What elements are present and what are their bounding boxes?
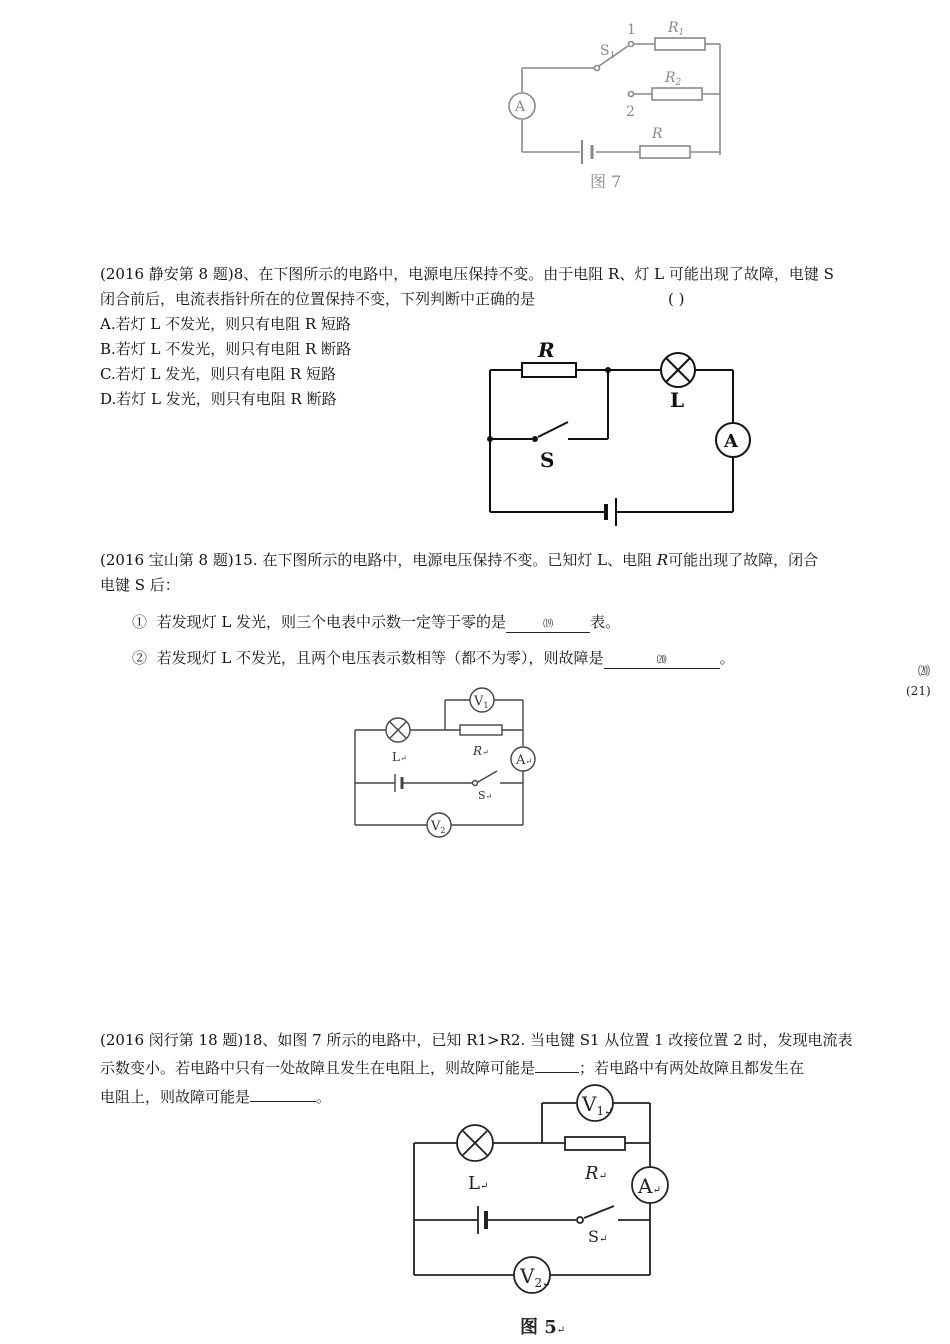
q15-r-label: R↵ xyxy=(473,744,489,758)
figure-7-caption: 图 7 xyxy=(590,172,622,191)
q8-switch-label: S xyxy=(540,448,555,472)
q8-circuit-diagram xyxy=(480,335,770,535)
pos2-label: 2 xyxy=(626,104,635,120)
q15-line2: 电键 S 后： xyxy=(100,576,180,594)
q18-line2: 示数变小。若电路中只有一处故障且发生在电阻上，则故障可能是 ；若电路中有两处故障且都发生在 xyxy=(100,1059,805,1077)
q15-blank-19[interactable]: ⒆ xyxy=(506,618,590,633)
pos1-label: 1 xyxy=(627,22,636,38)
q18-v2-label: $V_2↵$ xyxy=(520,1264,551,1290)
q18-line3: 电阻上，则故障可能是 。 xyxy=(100,1088,332,1106)
q8-line2: 闭合前后，电流表指针所在的位置保持不变，下列判断中正确的是 xyxy=(100,290,536,308)
q8-answer-bracket: ( ) xyxy=(668,290,685,308)
q18-ammeter-label: A↵ xyxy=(638,1174,661,1198)
q15-switch-label: S↵ xyxy=(478,789,493,802)
q18-v1-label: $V_1↵$ xyxy=(582,1092,613,1118)
q18-blank-1[interactable] xyxy=(535,1072,579,1073)
q15-ammeter-label: A↵ xyxy=(516,753,533,768)
q15-line1: (2016 宝山第 8 题)15. 在下图所示的电路中，电源电压保持不变。已知灯 L、电阻 R可能出现了故障，闭合 xyxy=(100,551,819,569)
q15-item2: ② 若发现灯 L 不发光，且两个电压表示数相等（都不为零），则故障是 ⒇ 。 xyxy=(132,649,735,667)
q18-circuit-diagram xyxy=(400,1075,690,1344)
q18-lamp-label: L↵ xyxy=(468,1173,489,1194)
q15-blank-20[interactable]: ⒇ xyxy=(604,654,720,669)
q8-r-label: R xyxy=(538,338,555,362)
q18-blank-2[interactable] xyxy=(250,1101,316,1102)
r1-label: $R_1$ xyxy=(668,20,685,38)
s1-label: $S_1$ xyxy=(600,43,616,61)
q8-option-a: A.若灯 L 不发光，则只有电阻 R 短路 xyxy=(100,315,351,333)
q8-option-b: B.若灯 L 不发光，则只有电阻 R 断路 xyxy=(100,340,352,358)
margin-mark-20: ⒇ xyxy=(918,664,931,678)
q8-option-c: C.若灯 L 发光，则只有电阻 R 短路 xyxy=(100,365,337,383)
q18-line1: (2016 闵行第 18 题)18、如图 7 所示的电路中，已知 R1>R2. 当电键 S1 从位置 1 改接位置 2 时，发现电流表 xyxy=(100,1031,853,1049)
q15-v2-label: $V_2$ xyxy=(431,819,446,835)
q15-v1-label: $V_1$ xyxy=(474,694,489,710)
q15-item1: ① 若发现灯 L 发光，则三个电表中示数一定等于零的是 ⒆ 表。 xyxy=(132,613,621,631)
q8-option-d: D.若灯 L 发光，则只有电阻 R 断路 xyxy=(100,390,337,408)
r-label: R xyxy=(652,126,663,142)
q15-lamp-label: L↵ xyxy=(392,750,407,764)
q18-r-label: R↵ xyxy=(585,1163,607,1184)
q8-ammeter-label: A xyxy=(724,431,738,452)
margin-mark-21: (21) xyxy=(906,684,931,698)
r2-label: $R_2$ xyxy=(665,70,682,88)
figure-7-top xyxy=(500,0,740,200)
q18-switch-label: S↵ xyxy=(588,1227,608,1246)
q8-line1: (2016 静安第 8 题)8、在下图所示的电路中，电源电压保持不变。由于电阻 R、灯 L 可能出现了故障，电键 S xyxy=(100,265,834,283)
ammeter-label: A xyxy=(515,99,526,115)
q8-lamp-label: L xyxy=(670,388,685,412)
q18-figure-caption: 图 5↵ xyxy=(520,1317,566,1338)
q15-circuit-diagram xyxy=(345,683,555,843)
